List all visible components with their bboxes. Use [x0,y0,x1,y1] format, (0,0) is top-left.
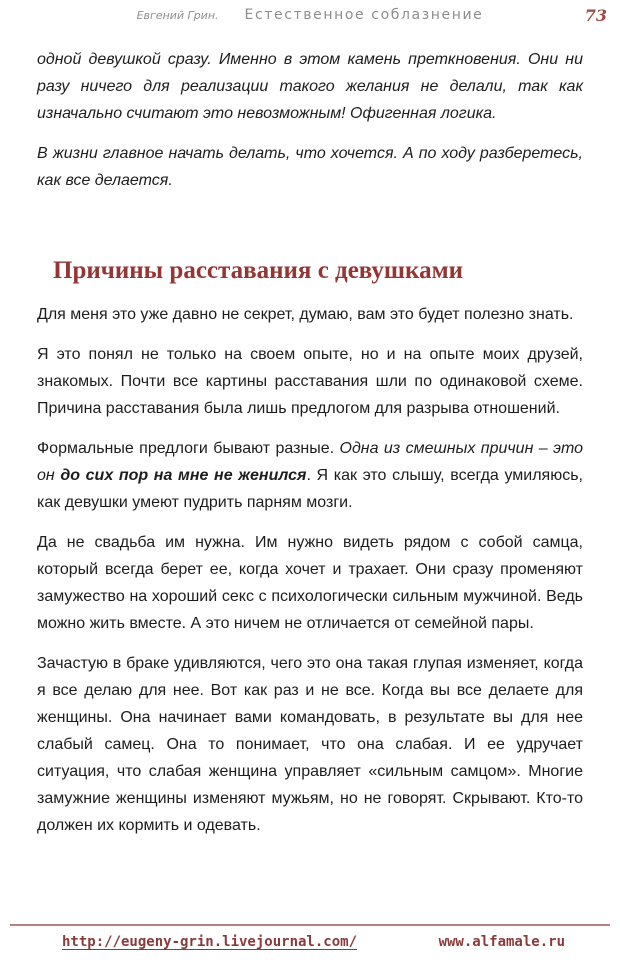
livejournal-link[interactable]: http://eugeny-grin.livejournal.com/ [62,934,358,950]
paragraph-experience: Я это понял не только на своем опыте, но и на опыте моих друзей, знакомых. Почти все картины расставания шли по одинаковой схеме. Причина расставания была лишь предлогом для разрыва отношений. [37,346,583,417]
paragraph-intro: Для меня это уже давно не секрет, думаю, вам это будет полезно знать. [37,306,574,323]
page-number: 73 [584,6,607,25]
page-footer [10,924,610,950]
paragraph-advice: В жизни главное начать делать, что хочется. А по ходу разберетесь, как все делается. [37,145,583,189]
pretexts-italic-segment: Одна из смешных причин – это он [37,440,583,484]
page-body [37,46,583,852]
pretexts-regular-lead: Формальные предлоги бывают разные. [37,440,340,457]
paragraph-wedding: Да не свадьба им нужна. Им нужно видеть рядом с собой самца, который всегда берет ее, когда хочет и трахает. Они сразу променяют замужество на хороший секс с психологически сильным мужчиной. Ведь можно жить вместе. А это ничем не отличается от семейной пары. [37,534,583,632]
paragraph-pretexts [37,435,583,516]
running-head [0,6,620,24]
author-name: Евгений Грин. [136,9,219,22]
pretexts-bold-italic-segment: до сих пор на мне не женился [60,467,307,484]
page-header [0,6,620,28]
paragraph-marriage: Зачастую в браке удивляются, чего это она такая глупая изменяет, когда я все делаю для нее. Вот как раз и не все. Когда вы все делаете для женщины. Она начинает вами командовать, в результате вы для нее слабый самец. Она то понимает, что она слабая. И ее удручает ситуация, что слабая женщина управляет «сильным самцом». Многие замужние женщины изменяют мужьям, но не говорят. Скрывают. Кто-то должен их кормить и одевать. [37,655,583,834]
alfamale-link[interactable]: www.alfamale.ru [438,934,565,950]
section-title: Причины расставания с девушками [53,257,463,284]
book-title: Естественное соблазнение [244,7,484,23]
paragraph-continuation: одной девушкой сразу. Именно в этом камень преткновения. Они ни разу ничего для реализации такого желания не делали, так как изначально считают это невозможным! Офигенная логика. [37,51,583,122]
pretexts-regular-tail: . Я как это слышу, всегда умиляюсь, как девушки умеют пудрить парням мозги. [37,467,583,511]
